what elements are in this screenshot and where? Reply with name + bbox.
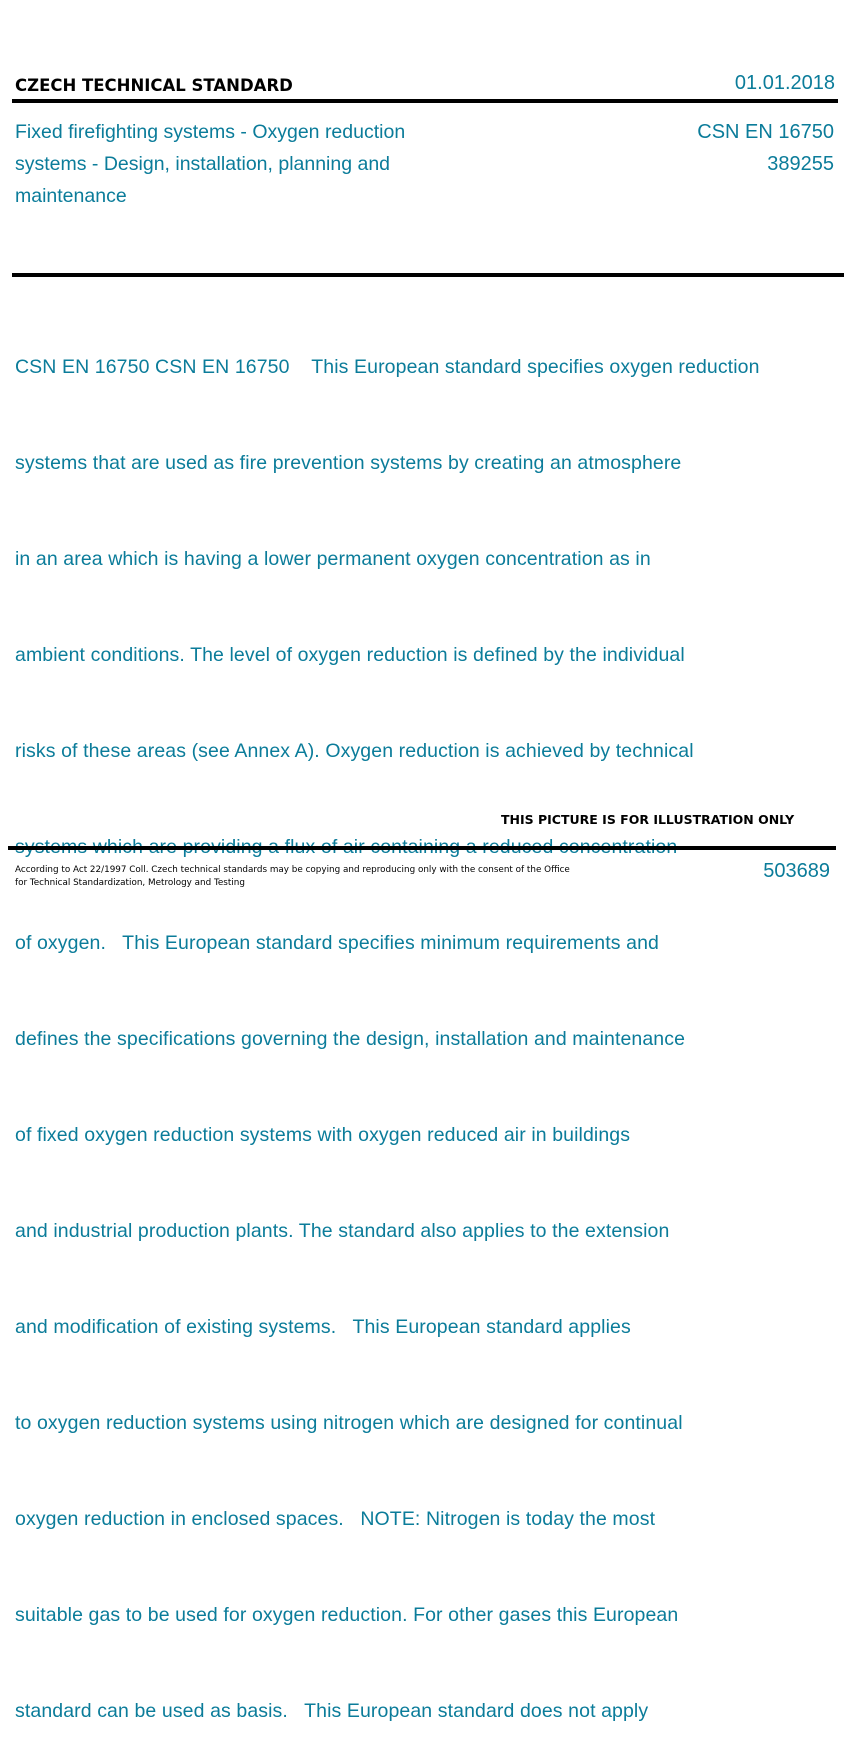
abstract-line: of oxygen. This European standard specifies minimum requirements and: [15, 932, 659, 954]
header-divider: [12, 99, 838, 103]
abstract-line: to oxygen reduction systems using nitrogen which are designed for continual: [15, 1412, 683, 1434]
abstract-line: risks of these areas (see Annex A). Oxygen reduction is achieved by technical: [15, 740, 694, 762]
title-divider: [12, 273, 844, 277]
abstract-line: ambient conditions. The level of oxygen reduction is defined by the individual: [15, 644, 685, 666]
abstract-line: defines the specifications governing the design, installation and maintenance: [15, 1028, 686, 1050]
abstract-line: and modification of existing systems. This European standard applies: [15, 1316, 631, 1338]
abstract-line: in an area which is having a lower permanent oxygen concentration as in: [15, 548, 651, 570]
abstract-line: suitable gas to be used for oxygen reduction. For other gases this European: [15, 1604, 679, 1626]
standard-identifiers: [697, 116, 834, 180]
standard-type-heading: CZECH TECHNICAL STANDARD: [15, 76, 293, 95]
document-id: 503689: [763, 860, 830, 882]
abstract-line: standard can be used as basis. This European standard does not apply: [15, 1700, 649, 1722]
standard-title: Fixed firefighting systems - Oxygen reduction systems - Design, installation, planning and maintenance: [15, 121, 406, 207]
footer-divider: [8, 846, 836, 850]
legal-line: According to Act 22/1997 Coll. Czech technical standards may be copying and reproducing only with the consent of the Office: [15, 865, 570, 875]
abstract-line: oxygen reduction in enclosed spaces. NOTE: Nitrogen is today the most: [15, 1508, 656, 1530]
standard-code: CSN EN 16750: [697, 121, 834, 143]
effective-date: 01.01.2018: [734, 72, 835, 94]
abstract-line: and industrial production plants. The standard also applies to the extension: [15, 1220, 670, 1242]
catalog-number: 389255: [767, 153, 834, 175]
abstract-line: systems that are used as fire prevention systems by creating an atmosphere: [15, 452, 682, 474]
abstract-text: [15, 287, 845, 1759]
illustration-notice: THIS PICTURE IS FOR ILLUSTRATION ONLY: [501, 812, 795, 827]
abstract-line: of fixed oxygen reduction systems with oxygen reduced air in buildings: [15, 1124, 631, 1146]
abstract-line: CSN EN 16750 CSN EN 16750 This European standard specifies oxygen reduction: [15, 356, 760, 378]
legal-line: for Technical Standardization, Metrology and Testing: [15, 877, 245, 888]
legal-notice: [15, 864, 585, 889]
